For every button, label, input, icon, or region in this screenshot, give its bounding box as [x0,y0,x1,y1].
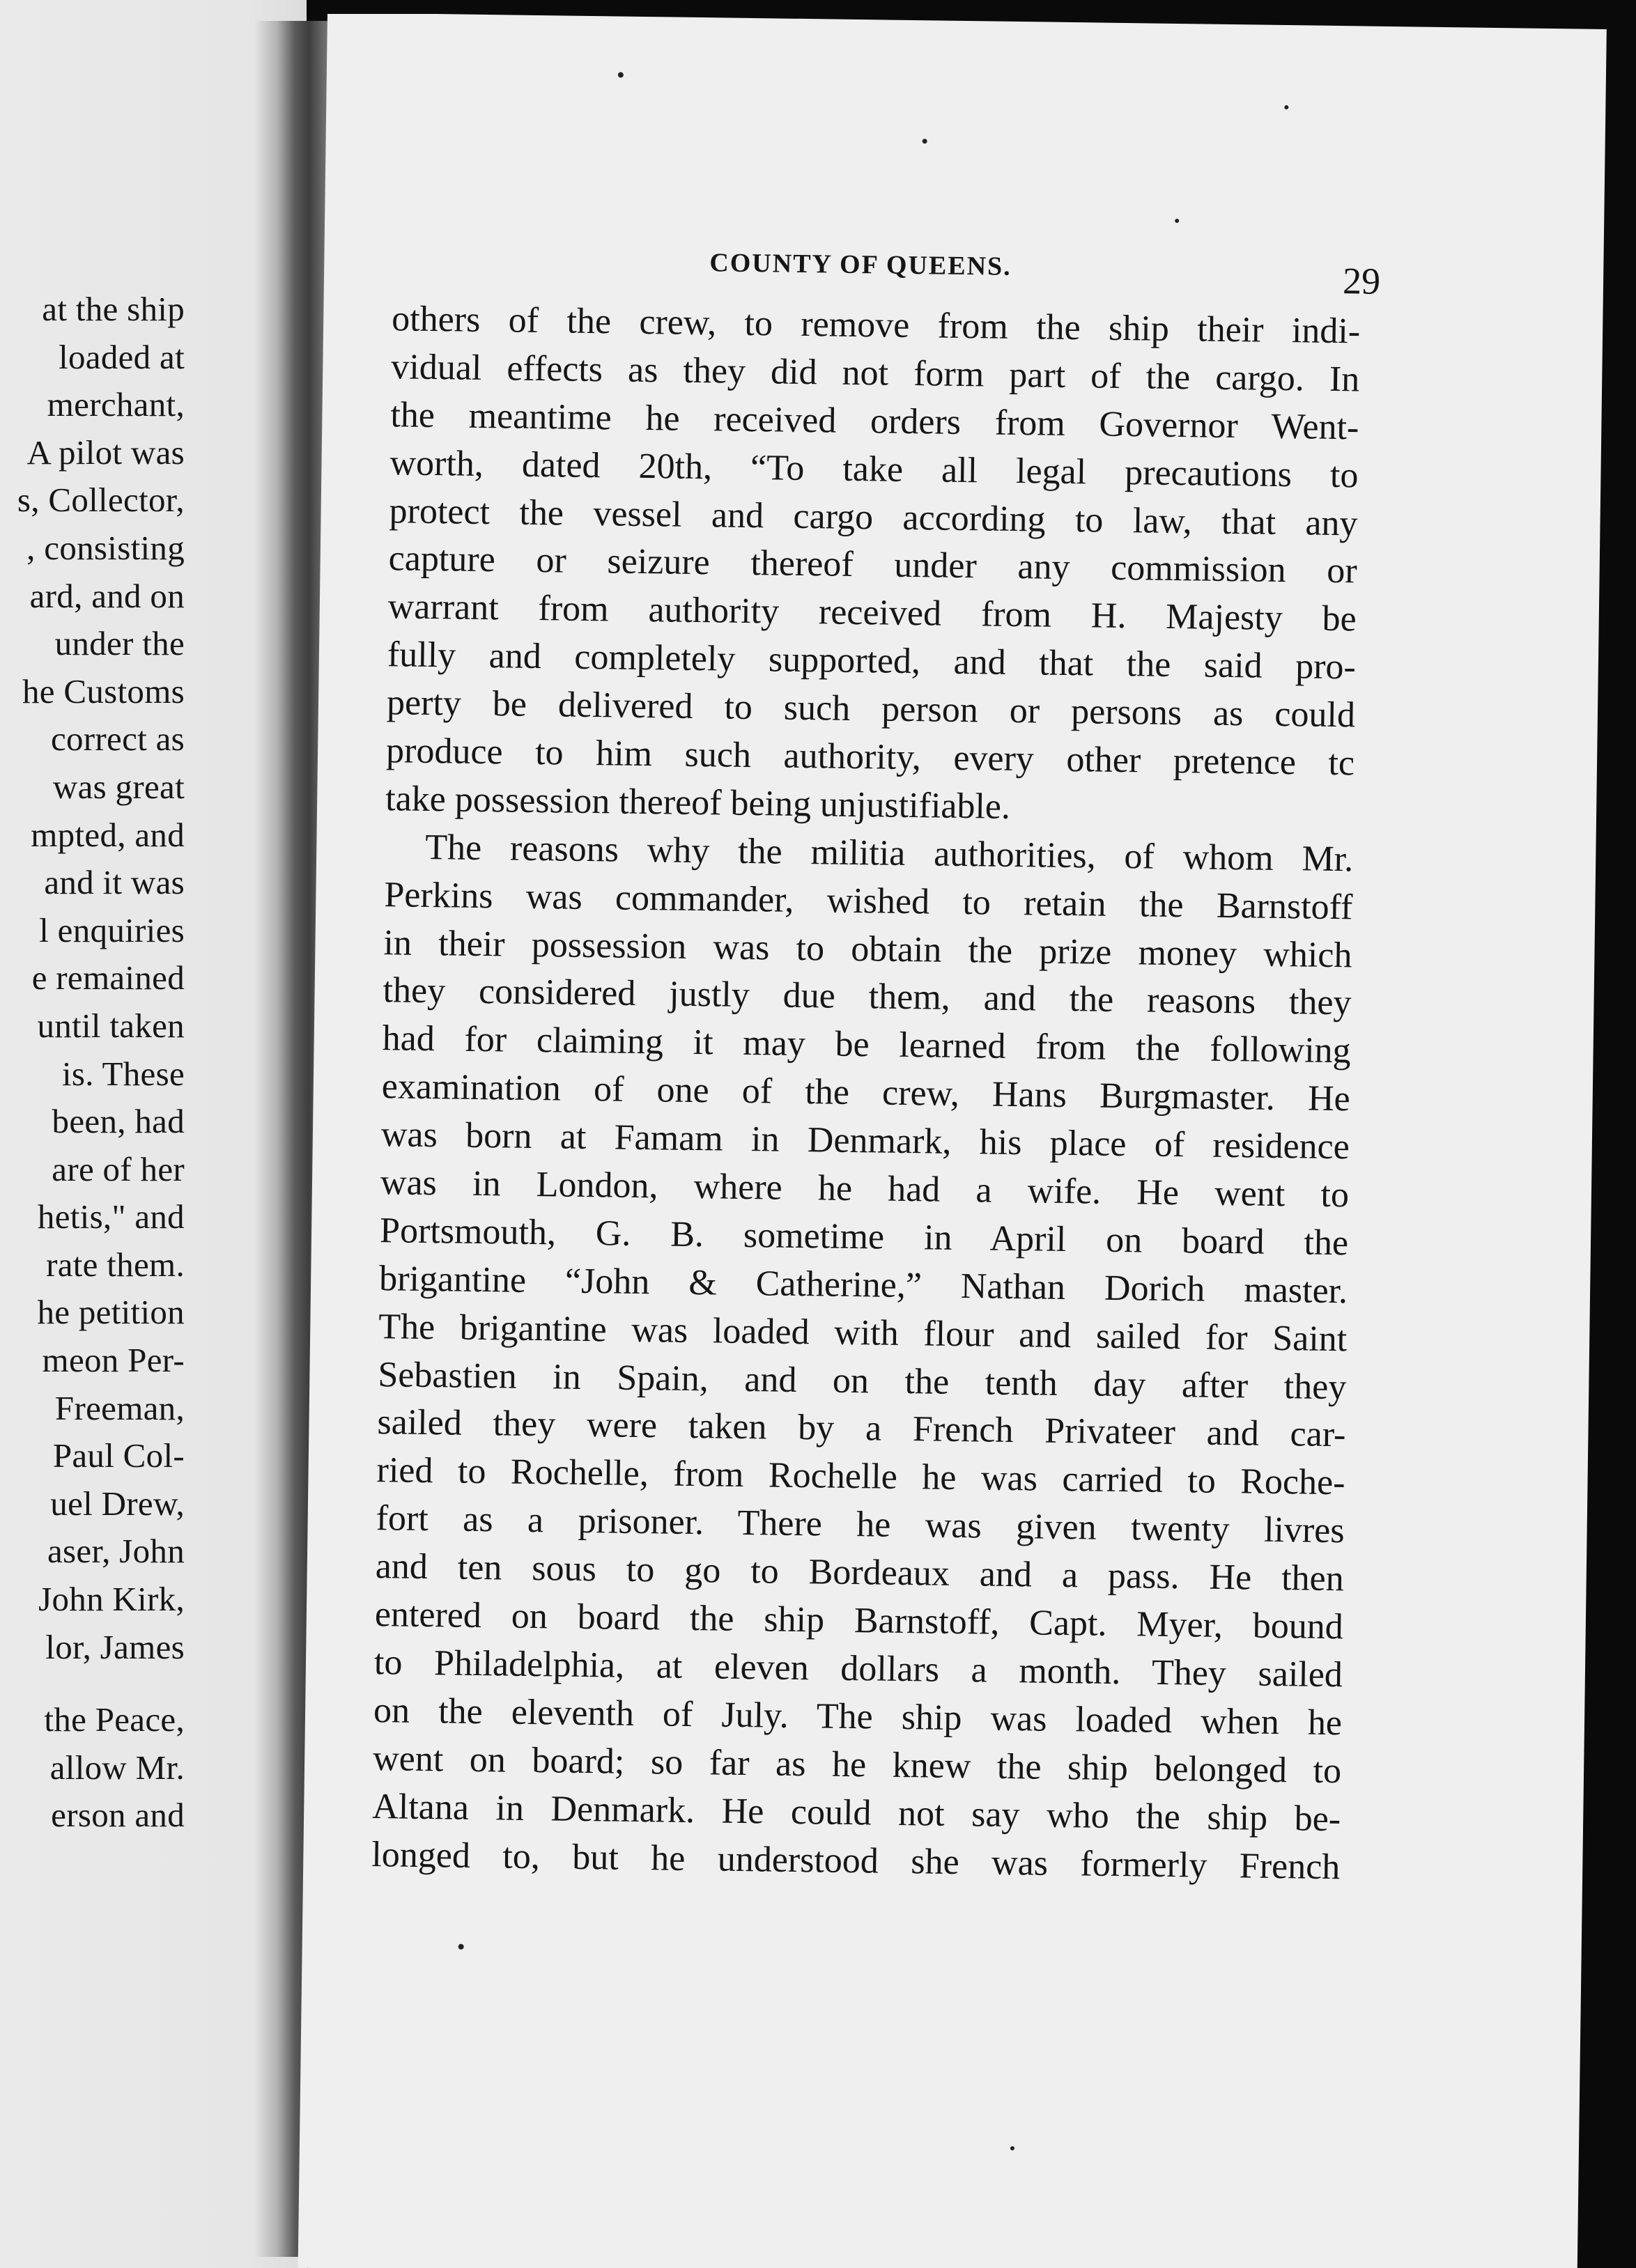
text-line: Sebastien in Spain, and on the tenth day after they [378,1354,1347,1407]
text-line: merchant, [47,385,185,424]
text-line: s, Collector, [17,481,185,520]
text-line: The reasons why the militia authorities, of whom Mr. [424,827,1354,880]
text-line: allow Mr. [49,1748,185,1787]
text-line: l enquiries [39,910,185,949]
text-line: entered on board the ship Barnstoff, Capt. Myer, bound [374,1594,1344,1647]
paper-speck [618,72,624,77]
text-line: meon Per- [42,1341,185,1380]
text-line: ried to Rochelle, from Rochelle he was carried to Roche- [376,1450,1345,1503]
running-head: COUNTY OF QUEENS. [709,248,1012,281]
text-line: produce to him such authority, every other pretence tc [385,731,1355,784]
text-line: hetis," and [37,1197,185,1236]
text-line: brigantine “John & Catherine,” Nathan Dorich master. [378,1258,1348,1312]
text-line: capture or seizure thereof under any commission or [388,538,1357,591]
text-line: was great [52,767,185,806]
text-line: to Philadelphia, at eleven dollars a month. They sailed [373,1642,1343,1695]
body-text [371,295,1361,1891]
text-line: loaded at [59,337,185,376]
text-line: correct as [50,720,185,759]
text-line: others of the crew, to remove from the ship their indi- [391,299,1361,352]
text-line: and it was [44,863,185,902]
text-line: he petition [37,1293,185,1332]
text-line: the Peace, [44,1700,185,1739]
text-line: take possession thereof being unjustifiable. [385,779,1011,827]
text-line: sailed they were taken by a French Privateer and car- [377,1402,1346,1455]
text-line: mpted, and [31,815,185,854]
facing-page-text [0,286,185,1840]
paper-speck [458,1944,464,1950]
paragraph-gap [0,1671,185,1696]
text-line: under the [54,624,185,663]
text-line: went on board; so far as he knew the ship belonged to [372,1738,1342,1791]
text-line: lor, James [45,1627,185,1666]
text-line: was in London, where he had a wife. He went to [380,1163,1350,1215]
page-number: 29 [1342,260,1381,302]
text-line: e remained [31,958,185,997]
text-line: , consisting [26,528,185,567]
paper-speck [1175,219,1179,223]
text-line: in their possession was to obtain the prize money which [383,922,1352,975]
text-line: aser, John [47,1532,185,1571]
text-line: uel Drew, [50,1484,185,1523]
text-line: protect the vessel and cargo according to law, that any [389,490,1358,543]
text-line: Freeman, [54,1388,185,1427]
text-line: he Customs [22,671,185,710]
text-line: vidual effects as they did not form part of the cargo. In [390,347,1360,400]
text-line: worth, dated 20th, “To take all legal precautions to [389,442,1359,496]
text-line: is. These [62,1054,185,1093]
text-line: had for claiming it may be learned from the following [382,1018,1351,1071]
paper-speck [1010,2146,1014,2150]
text-line: fully and completely supported, and that the said pro- [387,635,1357,688]
text-line: rate them. [46,1245,185,1284]
text-line: warrant from authority received from H. Majesty be [387,587,1357,639]
text-line: John Kirk, [38,1580,185,1619]
text-line: The brigantine was loaded with flour and sailed for Saint [378,1306,1348,1360]
text-line: and ten sous to go to Bordeaux and a pass. He then [375,1546,1345,1599]
page-29 [298,13,1607,2268]
text-line: Portsmouth, G. B. sometime in April on board the [379,1211,1349,1264]
text-line: examination of one of the crew, Hans Burgmaster. He [381,1066,1351,1119]
scan-top-edge [327,0,1636,14]
text-line: they considered justly due them, and the reasons they [383,970,1352,1023]
text-line: perty be delivered to such person or persons as could [386,683,1356,736]
text-line: erson and [51,1796,185,1835]
paper-speck [1284,105,1288,109]
text-line: the meantime he received orders from Governor Went- [390,395,1359,448]
text-line: Paul Col- [52,1436,185,1475]
text-line: at the ship [42,290,185,328]
text-line: are of her [52,1149,185,1188]
text-line: fort as a prisoner. There he was given twenty livres [376,1498,1345,1551]
text-line: A pilot was [26,433,185,472]
text-line: was born at Famam in Denmark, his place of residence [380,1114,1350,1167]
text-line: been, had [52,1102,185,1141]
text-line: on the eleventh of July. The ship was loaded when he [373,1690,1343,1743]
text-line: longed to, but he understood she was formerly French [371,1834,1341,1887]
text-line: Altana in Denmark. He could not say who the ship be- [371,1786,1341,1839]
text-line: until taken [37,1006,185,1045]
paper-speck [923,139,927,143]
text-line: Perkins was commander, wished to retain the Barnstoff [384,874,1353,928]
text-line: ard, and on [29,576,185,615]
